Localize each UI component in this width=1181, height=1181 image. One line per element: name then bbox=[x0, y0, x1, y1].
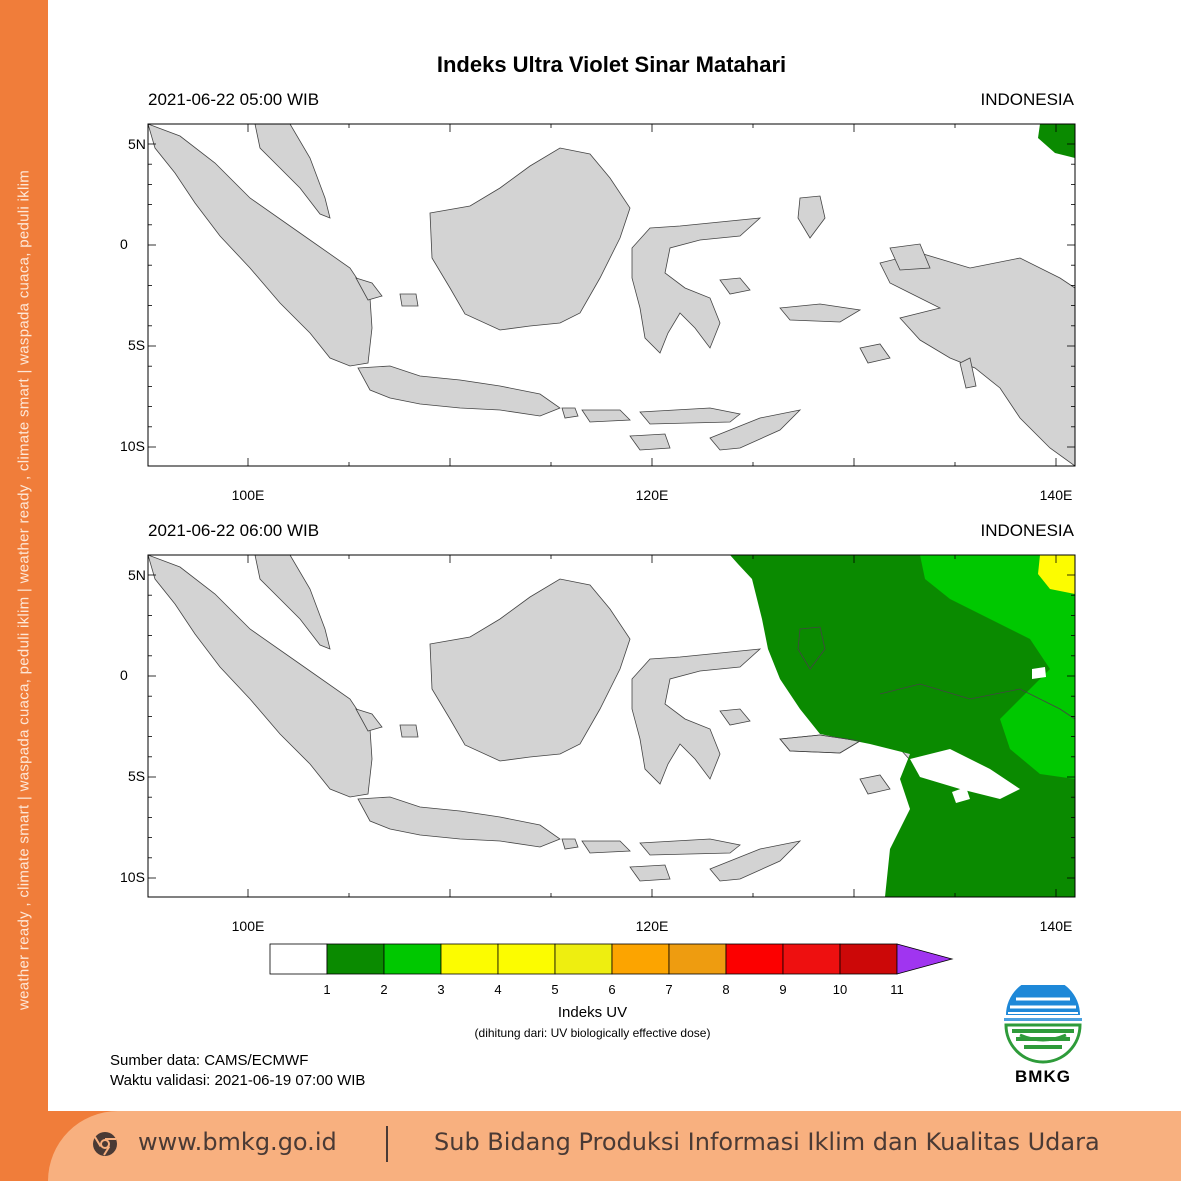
bmkg-logo bbox=[1000, 985, 1086, 1067]
colorbar-tick-label: 3 bbox=[437, 982, 445, 997]
footer-org-name: Sub Bidang Produksi Informasi Iklim dan Kualitas Udara bbox=[434, 1128, 1100, 1156]
colorbar-swatch bbox=[384, 944, 441, 974]
side-slogan: weather ready , climate smart | waspada cuaca, peduli iklim | weather ready , climate smart | waspada cuaca, peduli iklim bbox=[15, 170, 33, 1010]
lat-label-5s: 5S bbox=[128, 768, 146, 784]
colorbar-tick-label: 11 bbox=[890, 982, 904, 997]
lat-label-10s: 10S bbox=[120, 869, 145, 885]
map-title: Indeks Ultra Violet Sinar Matahari bbox=[436, 52, 787, 77]
colorbar-swatch bbox=[612, 944, 669, 974]
lat-label-0: 0 bbox=[120, 236, 128, 252]
uv-colorbar bbox=[260, 938, 970, 1002]
panel-1-time: 2021-06-22 05:00 WIB bbox=[148, 90, 320, 109]
lon-label-100e: 100E bbox=[231, 918, 265, 934]
colorbar-swatch bbox=[555, 944, 612, 974]
panel-1-region: INDONESIA bbox=[980, 90, 1074, 109]
panel-2-time: 2021-06-22 06:00 WIB bbox=[148, 521, 320, 540]
colorbar-tick-label: 6 bbox=[608, 982, 616, 997]
panel-2-region: INDONESIA bbox=[980, 521, 1074, 540]
chrome-globe-icon bbox=[92, 1131, 118, 1157]
bmkg-logo-text: BMKG bbox=[1015, 1067, 1071, 1086]
colorbar-subtitle: (dihitung dari: UV biologically effective dose) bbox=[474, 1026, 711, 1040]
validation-time: Waktu validasi: 2021-06-19 07:00 WIB bbox=[110, 1072, 366, 1089]
lat-label-0: 0 bbox=[120, 667, 128, 683]
lat-label-5s: 5S bbox=[128, 337, 146, 353]
colorbar-tick-label: 2 bbox=[380, 982, 388, 997]
colorbar-title: Indeks UV bbox=[557, 1004, 628, 1021]
colorbar-tick-label: 8 bbox=[722, 982, 730, 997]
colorbar-tick-label: 4 bbox=[494, 982, 502, 997]
uv-map-panel-1 bbox=[120, 118, 1110, 518]
data-source: Sumber data: CAMS/ECMWF bbox=[110, 1052, 309, 1069]
lat-label-5n: 5N bbox=[128, 136, 146, 152]
colorbar-swatch bbox=[270, 944, 327, 974]
colorbar-tick-label: 9 bbox=[779, 982, 787, 997]
colorbar-tick-label: 10 bbox=[832, 982, 848, 997]
lon-label-100e: 100E bbox=[231, 487, 265, 503]
lon-label-140e: 140E bbox=[1039, 918, 1073, 934]
colorbar-swatch bbox=[726, 944, 783, 974]
colorbar-swatch bbox=[669, 944, 726, 974]
colorbar-swatch bbox=[327, 944, 384, 974]
lon-label-120e: 120E bbox=[635, 487, 669, 503]
colorbar-arrow bbox=[897, 944, 952, 974]
colorbar-swatch bbox=[840, 944, 897, 974]
lat-label-5n: 5N bbox=[128, 567, 146, 583]
lon-label-140e: 140E bbox=[1039, 487, 1073, 503]
footer-website-link[interactable]: www.bmkg.go.id bbox=[138, 1128, 337, 1156]
lat-label-10s: 10S bbox=[120, 438, 145, 454]
colorbar-swatch bbox=[498, 944, 555, 974]
footer-divider bbox=[386, 1126, 388, 1162]
colorbar-swatch bbox=[441, 944, 498, 974]
colorbar-tick-label: 7 bbox=[665, 982, 673, 997]
colorbar-tick-label: 5 bbox=[551, 982, 559, 997]
lon-label-120e: 120E bbox=[635, 918, 669, 934]
uv-map-panel-2 bbox=[120, 549, 1110, 949]
colorbar-tick-label: 1 bbox=[323, 982, 331, 997]
colorbar-swatch bbox=[783, 944, 840, 974]
